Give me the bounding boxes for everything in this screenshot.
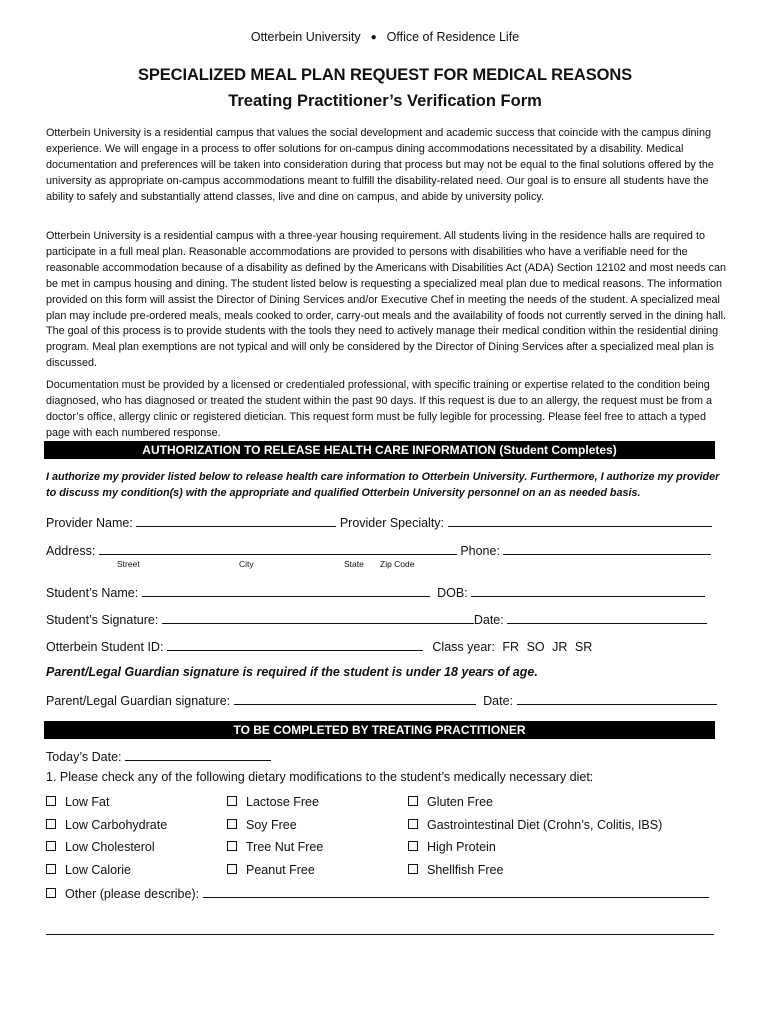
address-field[interactable] xyxy=(99,542,457,555)
form-title: SPECIALIZED MEAL PLAN REQUEST FOR MEDICAL REASONS xyxy=(137,66,633,84)
checkbox-low-carbohydrate[interactable] xyxy=(46,818,167,832)
todays-date-label: Today’s Date: xyxy=(46,750,122,764)
student-date-label: Date: xyxy=(473,613,504,627)
checkbox-label: Other (please describe): xyxy=(65,887,200,901)
checkbox-lactose-free[interactable] xyxy=(227,795,319,809)
checkbox-label: Gastrointestinal Diet (Crohn’s, Colitis, IBS) xyxy=(427,818,663,832)
checkbox-icon[interactable] xyxy=(227,864,237,874)
guardian-signature-field[interactable] xyxy=(234,692,476,705)
checkbox-tree-nut-free[interactable] xyxy=(227,840,323,854)
intro-paragraph-2: Otterbein University is a residential campus with a three-year housing requirement. All students living in the residence halls are required to participate in a full meal plan. Reasonable accommodations are provided to persons with disabilities who have a verifiable need for the reasonable accommodation because of a disability as defined by the Americans with Disabilities Act (ADA) Section 12102 and most needs can be met in campus housing and dining. The student listed below is requesting a specialized meal plan due to medical reasons. The information provided on this form will assist the Director of Dining Services and/or Executive Chef in meeting the needs of the student. A specialized meal plan may include pre-ordered meals, meals cooked to order, carry-out meals and the availability of foods not currently served in the dining hall. The goal of this process is to provide students with the tools they need to actively manage their medical condition within the residential dining program. Meal plan exemptions are not typical and will only be considered by the Director of Dining Services after a specialized meal plan is discussed. xyxy=(46,230,726,370)
student-id-row xyxy=(46,638,592,654)
checkbox-low-cholesterol[interactable] xyxy=(46,840,155,854)
checkbox-icon[interactable] xyxy=(408,864,418,874)
guardian-signature-row xyxy=(46,692,717,708)
authorization-statement: I authorize my provider listed below to release health care information to Otterbein University. Furthermore, I authorize my provider to discuss my condition(s) with the appropriate and qualified Otterbein University personnel on an as needed basis. xyxy=(46,471,720,499)
checkbox-icon[interactable] xyxy=(227,841,237,851)
university-name: Otterbein University xyxy=(250,30,361,44)
student-name-label: Student’s Name: xyxy=(46,586,139,600)
provider-specialty-label: Provider Specialty: xyxy=(339,516,445,530)
checkbox-other[interactable] xyxy=(46,885,709,901)
class-year-fr[interactable]: FR xyxy=(502,640,520,654)
phone-label: Phone: xyxy=(460,544,500,558)
checkbox-icon[interactable] xyxy=(46,819,56,829)
intro-paragraph-3: Documentation must be provided by a licensed or credentialed professional, with specific training or expertise related to the condition being diagnosed, who has diagnosed or treated the student within the past 90 days. If this request is due to an allergy, the request must be from a doctor’s office, allergy clinic or registered dietician. This request form must be fully legible for processing. Please feel free to attach a typed page with each numbered response. xyxy=(46,379,713,439)
checkbox-icon[interactable] xyxy=(46,841,56,851)
checkbox-icon[interactable] xyxy=(408,841,418,851)
header-line xyxy=(0,30,770,44)
todays-date-row xyxy=(46,748,271,764)
checkbox-peanut-free[interactable] xyxy=(227,863,315,877)
street-caption: Street xyxy=(117,559,140,569)
dob-label: DOB: xyxy=(437,586,468,600)
checkbox-label: Peanut Free xyxy=(246,863,315,877)
checkbox-low-fat[interactable] xyxy=(46,795,109,809)
checkbox-gluten-free[interactable] xyxy=(408,795,493,809)
address-row xyxy=(46,542,711,558)
bullet-separator: ● xyxy=(370,32,377,43)
section-bar-practitioner: TO BE COMPLETED BY TREATING PRACTITIONER xyxy=(44,721,715,739)
other-description-field[interactable] xyxy=(203,885,709,898)
other-description-line-2[interactable] xyxy=(46,934,714,935)
provider-specialty-field[interactable] xyxy=(448,514,712,527)
checkbox-label: Low Calorie xyxy=(65,863,132,877)
checkbox-icon[interactable] xyxy=(408,819,418,829)
guardian-signature-label: Parent/Legal Guardian signature: xyxy=(46,694,231,708)
state-caption: State xyxy=(344,559,364,569)
student-id-label: Otterbein Student ID: xyxy=(46,640,164,654)
checkbox-label: Tree Nut Free xyxy=(246,840,324,854)
checkbox-low-calorie[interactable] xyxy=(46,863,131,877)
checkbox-label: Low Carbohydrate xyxy=(65,818,168,832)
phone-field[interactable] xyxy=(503,542,711,555)
checkbox-high-protein[interactable] xyxy=(408,840,496,854)
dob-field[interactable] xyxy=(471,584,705,597)
checkbox-soy-free[interactable] xyxy=(227,818,297,832)
student-name-field[interactable] xyxy=(142,584,430,597)
student-signature-label: Student’s Signature: xyxy=(46,613,159,627)
guardian-date-label: Date: xyxy=(483,694,514,708)
checkbox-icon[interactable] xyxy=(227,819,237,829)
checkbox-icon[interactable] xyxy=(46,888,56,898)
class-year-so[interactable]: SO xyxy=(526,640,545,654)
provider-name-field[interactable] xyxy=(136,514,336,527)
provider-row xyxy=(46,514,712,530)
intro-paragraph-1: Otterbein University is a residential campus that values the social development and academic success that coincide with the campus dining experience. We will engage in a process to offer solutions for on-campus dining accommodations necessitated by a disability. Medical documentation and preferences will be taken into consideration during that process but may not be equal to the final solutions offered by the university as appropriate on-campus accommodations meant to fulfill the disability-related need. Our goal is to ensure all students have the ability to safely and substantially attend classes, live and dine on campus, and abide by university policy. xyxy=(46,127,714,203)
class-year-label: Class year: xyxy=(432,640,495,654)
checkbox-label: Soy Free xyxy=(246,818,297,832)
checkbox-icon[interactable] xyxy=(408,796,418,806)
city-caption: City xyxy=(239,559,254,569)
zip-caption: Zip Code xyxy=(380,559,415,569)
checkbox-label: Lactose Free xyxy=(246,795,319,809)
section-bar-authorization: AUTHORIZATION TO RELEASE HEALTH CARE INFORMATION (Student Completes) xyxy=(44,441,715,459)
provider-name-label: Provider Name: xyxy=(46,516,133,530)
checkbox-label: Low Cholesterol xyxy=(65,840,155,854)
guardian-date-field[interactable] xyxy=(517,692,717,705)
office-name: Office of Residence Life xyxy=(386,30,520,44)
student-name-row xyxy=(46,584,705,600)
checkbox-icon[interactable] xyxy=(46,864,56,874)
question-1: 1. Please check any of the following dietary modifications to the student’s medically necessary diet: xyxy=(46,770,594,784)
class-year-jr[interactable]: JR xyxy=(552,640,568,654)
guardian-requirement-note: Parent/Legal Guardian signature is required if the student is under 18 years of age. xyxy=(46,665,538,679)
checkbox-icon[interactable] xyxy=(46,796,56,806)
class-year-sr[interactable]: SR xyxy=(574,640,593,654)
checkbox-label: Low Fat xyxy=(65,795,110,809)
checkbox-label: High Protein xyxy=(427,840,496,854)
checkbox-label: Gluten Free xyxy=(427,795,494,809)
student-date-field[interactable] xyxy=(507,611,707,624)
checkbox-icon[interactable] xyxy=(227,796,237,806)
checkbox-shellfish-free[interactable] xyxy=(408,863,503,877)
address-label: Address: xyxy=(46,544,96,558)
checkbox-gastrointestinal-diet[interactable] xyxy=(408,818,662,832)
student-signature-row xyxy=(46,611,707,627)
student-signature-field[interactable] xyxy=(162,611,474,624)
student-id-field[interactable] xyxy=(167,638,423,651)
checkbox-label: Shellfish Free xyxy=(427,863,504,877)
form-subtitle: Treating Practitioner’s Verification Form xyxy=(228,92,542,110)
todays-date-field[interactable] xyxy=(125,748,271,761)
